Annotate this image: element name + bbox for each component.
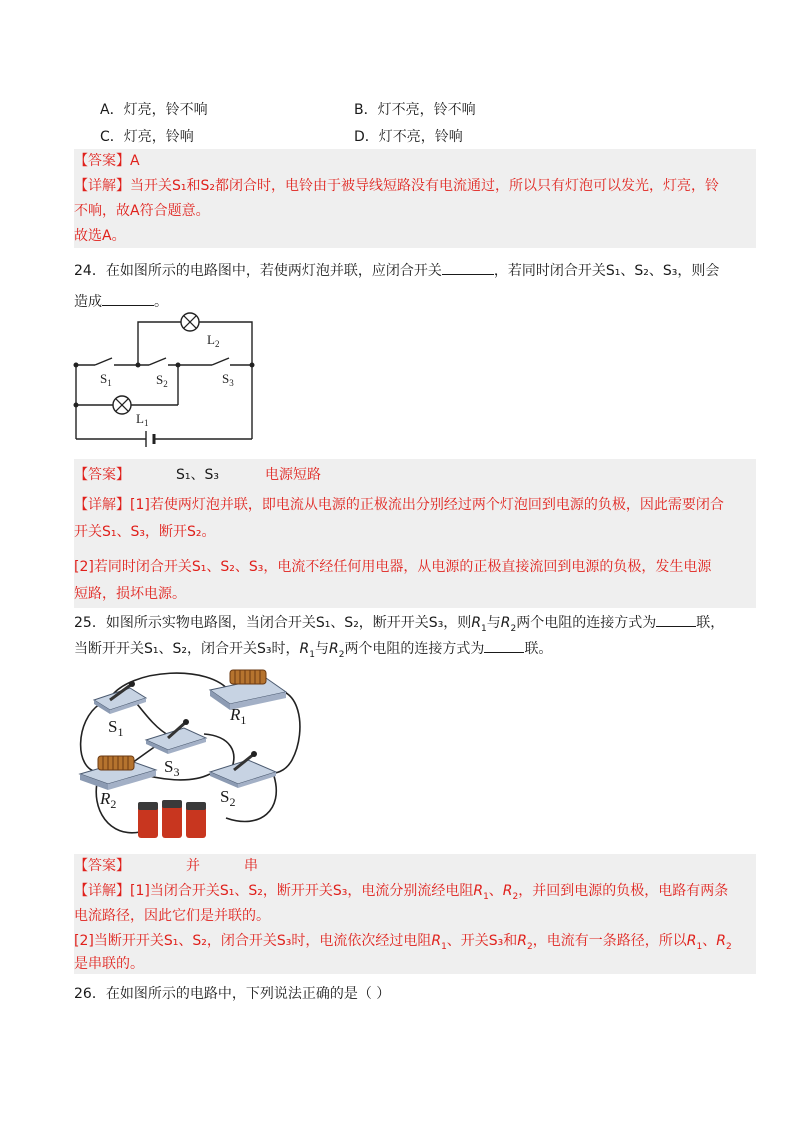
- svg-text:S2: $S_2$: [220, 787, 236, 809]
- label-s2: S: [156, 372, 164, 387]
- q25-detail-line4: 是串联的。: [74, 956, 144, 972]
- option-b: B．灯不亮，铃不响: [354, 102, 476, 118]
- q25-question-line1: 25．如图所示实物电路图，当闭合开关S₁、S₂，断开开关S₃，则$R_1$与$R_2$两个电阻的连接方式为 联，: [74, 612, 724, 639]
- svg-text:S1: $S_1$: [100, 371, 112, 388]
- q24-detail-line3: [2]若同时闭合开关S₁、S₂、S₃，电流不经任何用电器，从电源的正极直接流回到电源的负极，发生电源: [74, 559, 712, 575]
- q24-question-line1: 24．在如图所示的电路图中，若使两灯泡并联，应闭合开关 ，若同时闭合开关S₁、S₂、S₃，则会: [74, 260, 719, 281]
- q26-question: 26．在如图所示的电路中，下列说法正确的是（ ）: [74, 986, 391, 1002]
- svg-text:S3: $S_3$: [164, 757, 180, 779]
- label-s1: S: [108, 717, 118, 736]
- svg-text:R2: $R_2$: [100, 789, 117, 811]
- option-c: C．灯亮，铃响: [100, 129, 194, 145]
- option-d: D．灯不亮，铃响: [354, 129, 463, 145]
- q25-circuit-illustration: [70, 660, 310, 850]
- svg-text:L1: $L_1$: [136, 411, 149, 428]
- label-r2: R: [100, 789, 111, 808]
- q25-detail-line2: 电流路径，因此它们是并联的。: [74, 908, 270, 924]
- q23-detail-line2: 不响，故A符合题意。: [74, 203, 210, 219]
- q25-detail-line3: [2]当断开开关S₁、S₂，闭合开关S₃时，电流依次经过电阻$R_1$、开关S₃和$R_2$，电流有一条路径，所以$R_1$、$R_2$: [74, 933, 732, 952]
- option-a: A．灯亮，铃不响: [100, 102, 208, 118]
- svg-text:R1: $R_1$: [230, 705, 247, 727]
- q23-answer-box: [74, 149, 756, 248]
- svg-text:S2: $S_2$: [156, 372, 168, 389]
- label-l1: L: [136, 411, 144, 426]
- q25-answer-box: [74, 854, 756, 974]
- q25-answer: 【答案】 并 串: [74, 858, 258, 874]
- q24-question-line2: 造成 。: [74, 291, 168, 312]
- label-s3: S: [164, 757, 174, 776]
- q25-detail-line1: 【详解】[1]当闭合开关S₁、S₂，断开开关S₃，电流分别流经电阻$R_1$、$R_2$，并回到电源的负极，电路有两条: [74, 883, 729, 902]
- q24-detail-line2: 开关S₁、S₃，断开S₂。: [74, 524, 216, 540]
- q24-answer: 【答案】 S₁、S₃ 电源短路: [74, 467, 321, 483]
- svg-text:L2: $L_2$: [207, 332, 220, 349]
- label-s2: S: [220, 787, 230, 806]
- label-s1: S: [100, 371, 108, 386]
- q23-detail-line1: 【详解】当开关S₁和S₂都闭合时，电铃由于被导线短路没有电流通过，所以只有灯泡可以发光，灯亮，铃: [74, 178, 719, 194]
- label-l2: L: [207, 332, 215, 347]
- q24-circuit-diagram: [70, 310, 270, 450]
- svg-text:S1: $S_1$: [108, 717, 124, 739]
- svg-text:S3: $S_3$: [222, 371, 234, 388]
- label-r1: R: [230, 705, 241, 724]
- q24-answer-box: [74, 459, 756, 608]
- q23-answer: 【答案】A: [74, 153, 140, 169]
- q24-detail-line1: 【详解】[1]若使两灯泡并联，即电流从电源的正极流出分别经过两个灯泡回到电源的负极，因此需要闭合: [74, 497, 724, 513]
- q24-detail-line4: 短路，损坏电源。: [74, 586, 186, 602]
- q23-detail-line3: 故选A。: [74, 228, 126, 244]
- label-s3: S: [222, 371, 230, 386]
- q25-question-line2: 当断开开关S₁、S₂，闭合开关S₃时，$R_1$与$R_2$两个电阻的连接方式为 联。: [74, 638, 552, 665]
